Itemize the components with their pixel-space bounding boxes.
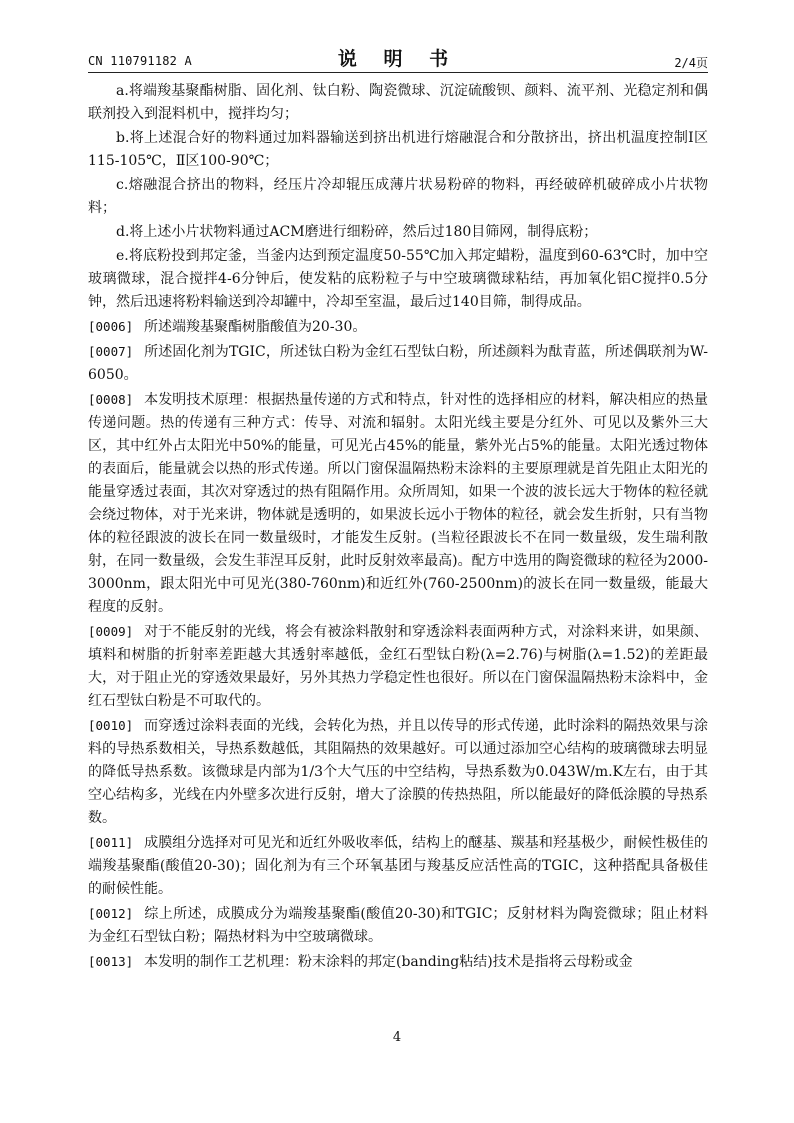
step-b: b.将上述混合好的物料通过加料器输送到挤出机进行熔融混合和分散挤出，挤出机温度控制Ⅰ区115-105℃，Ⅱ区100-90℃； bbox=[88, 130, 708, 169]
document-title: 说 明 书 bbox=[337, 48, 459, 70]
paragraph-text: 综上所述，成膜成分为端羧基聚酯(酸值20-30)和TGIC；反射材料为陶瓷微球；阻止材料为金红石型钛白粉；隔热材料为中空玻璃微球。 bbox=[88, 906, 708, 945]
paragraph-0008 bbox=[88, 388, 708, 619]
paragraph-text: 对于不能反射的光线，将会有被涂料散射和穿透涂料表面两种方式，对涂料来讲，如果颜、填料和树脂的折射率差距越大其透射率越低，金红石型钛白粉(λ=2.76)与树脂(λ=1.52)的差距最大，对于阻止光的穿透效果最好，另外其热力学稳定性也很好。所以在门窗保温隔热粉末涂料中，金红石型钛白粉是不可取代的。 bbox=[88, 624, 708, 709]
paragraph-text: 成膜组分选择对可见光和近红外吸收率低，结构上的醚基、羰基和羟基极少，耐候性极佳的端羧基聚酯(酸值20-30)；固化剂为有三个环氧基团与羧基反应活性高的TGIC，这种搭配具备极佳的耐候性能。 bbox=[88, 835, 708, 897]
paragraph-0012 bbox=[88, 902, 708, 949]
paragraph-0013 bbox=[88, 950, 708, 974]
paragraph-0009 bbox=[88, 620, 708, 713]
paragraph-number: [0013] bbox=[88, 954, 134, 969]
paragraph-text: 所述固化剂为TGIC，所述钛白粉为金红石型钛白粉，所述颜料为酞青蓝，所述偶联剂为W-6050。 bbox=[88, 344, 708, 383]
paragraph-number: [0008] bbox=[88, 392, 134, 407]
step-e: e.将底粉投到邦定釜，当釜内达到预定温度50-55℃加入邦定蜡粉，温度到60-63℃时，加中空玻璃微球，混合搅拌4-6分钟后，使发粘的底粉粒子与中空玻璃微球粘结，再加氧化铝C搅拌0.5分钟，然后迅速将粉料输送到冷却罐中，冷却至室温，最后过140目筛，制得成品。 bbox=[88, 248, 708, 310]
page-indicator: 2/4页 bbox=[674, 56, 708, 70]
header-rule bbox=[88, 72, 708, 73]
step-c: c.熔融混合挤出的物料，经压片冷却辊压成薄片状易粉碎的物料，再经破碎机破碎成小片状物料； bbox=[88, 177, 708, 216]
paragraph-0011 bbox=[88, 831, 708, 901]
paragraph-number: [0010] bbox=[88, 718, 134, 733]
step-a: a.将端羧基聚酯树脂、固化剂、钛白粉、陶瓷微球、沉淀硫酸钡、颜料、流平剂、光稳定剂和偶联剂投入到混料机中，搅拌均匀； bbox=[88, 83, 708, 122]
paragraph-text: 本发明技术原理：根据热量传递的方式和特点，针对性的选择相应的材料，解决相应的热量传递问题。热的传递有三种方式：传导、对流和辐射。太阳光线主要是分红外、可见以及紫外三大区，其中红外占太阳光中50%的能量，可见光占45%的能量，紫外光占5%的能量。太阳光透过物体的表面后，能量就会以热的形式传递。所以门窗保温隔热粉末涂料的主要原理就是首先阻止太阳光的能量穿透过表面，其次对穿透过的热有阻隔作用。众所周知，如果一个波的波长远大于物体的粒径就会绕过物体，对于光来讲，物体就是透明的，如果波长远小于物体的粒径，就会发生折射，只有当物体的粒径跟波的波长在同一数量级时，才能发生反射。(当粒径跟波长不在同一数量级，发生瑞利散射，在同一数量级，会发生菲涅耳反射，此时反射效率最高)。配方中选用的陶瓷微球的粒径为2000-3000nm，跟太阳光中可见光(380-760nm)和近红外(760-2500nm)的波长在同一数量级，能最大程度的反射。 bbox=[88, 392, 708, 615]
step-d: d.将上述小片状物料通过ACM磨进行细粉碎，然后过180目筛网，制得底粉； bbox=[116, 224, 598, 240]
paragraph-text: 所述端羧基聚酯树脂酸值为20-30。 bbox=[144, 319, 367, 335]
paragraph-number: [0006] bbox=[88, 319, 134, 334]
paragraph-0006 bbox=[88, 315, 708, 339]
paragraph-number: [0011] bbox=[88, 835, 134, 850]
paragraph-number: [0007] bbox=[88, 344, 134, 359]
page-number: 4 bbox=[392, 1030, 402, 1045]
paragraph-number: [0009] bbox=[88, 624, 134, 639]
document-body bbox=[88, 80, 708, 975]
paragraph-number: [0012] bbox=[88, 906, 134, 921]
patent-number: CN 110791182 A bbox=[88, 54, 192, 68]
paragraph-0007 bbox=[88, 340, 708, 387]
paragraph-text: 而穿透过涂料表面的光线，会转化为热，并且以传导的形式传递，此时涂料的隔热效果与涂料的导热系数相关，导热系数越低，其阻隔热的效果越好。可以通过添加空心结构的玻璃微球去明显的降低导热系数。该微球是内部为1/3个大气压的中空结构，导热系数为0.043W/m.K左右，由于其空心结构多，光线在内外壁多次进行反射，增大了涂膜的传热热阻，所以能最好的降低涂膜的导热系数。 bbox=[88, 718, 708, 826]
paragraph-text: 本发明的制作工艺机理：粉末涂料的邦定(banding粘结)技术是指将云母粉或金 bbox=[144, 954, 633, 970]
page-header bbox=[88, 44, 708, 72]
paragraph-0010 bbox=[88, 714, 708, 830]
